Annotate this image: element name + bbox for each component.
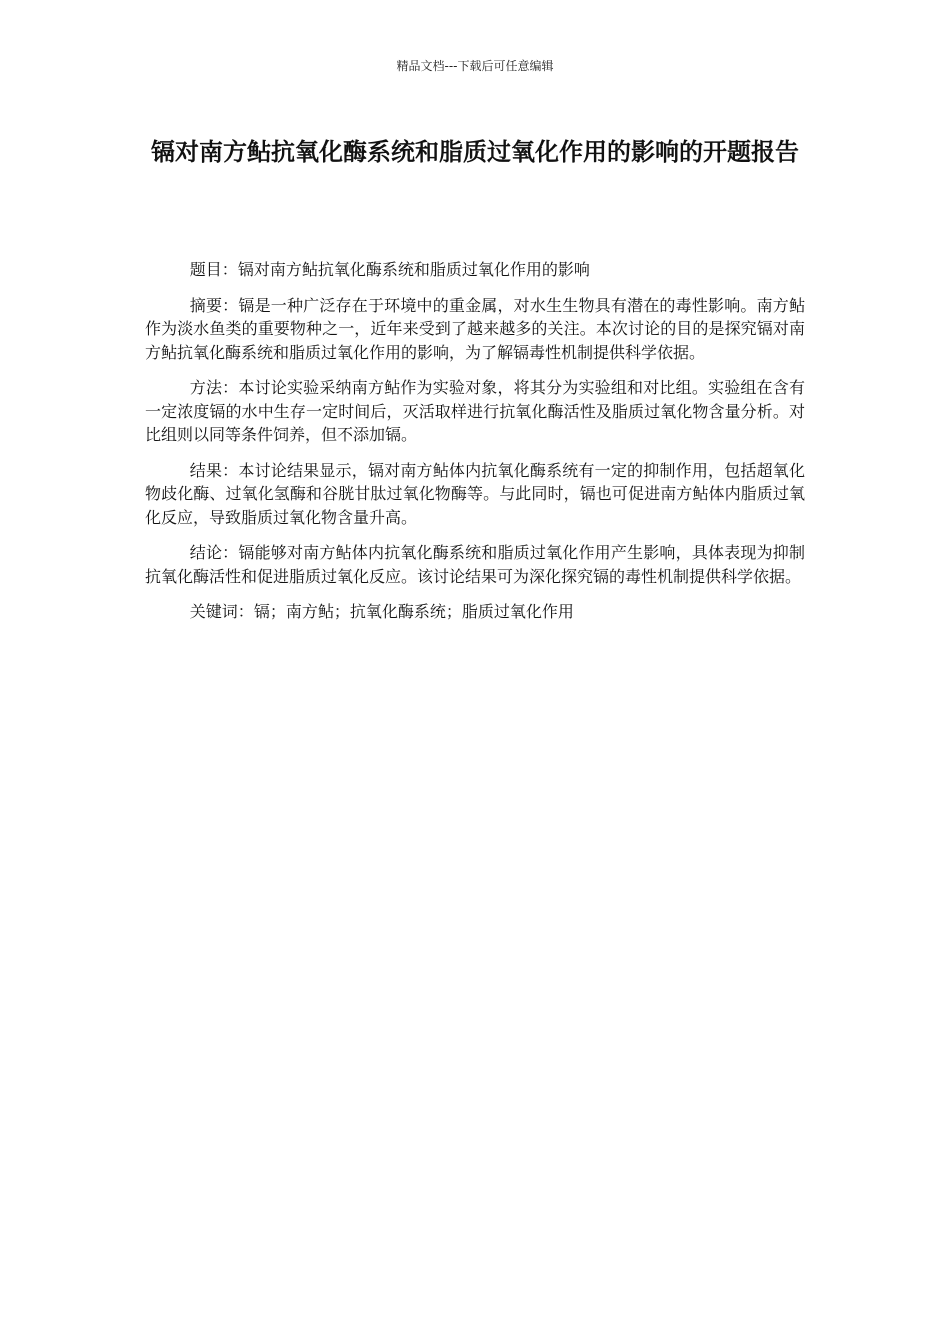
section-topic — [145, 258, 805, 282]
section-conclusion-text: 镉能够对南方鲇体内抗氧化酶系统和脂质过氧化作用产生影响，具体表现为抑制抗氧化酶活性和促进脂质过氧化反应。该讨论结果可为深化探究镉的毒性机制提供科学依据。 — [145, 543, 805, 586]
section-method — [145, 376, 805, 447]
document-body — [145, 258, 805, 636]
section-result-label: 结果： — [189, 460, 239, 480]
section-keywords-label: 关键词： — [189, 602, 254, 621]
document-title: 镉对南方鲇抗氧化酶系统和脂质过氧化作用的影响的开题报告 — [151, 138, 799, 166]
section-result-text: 本讨论结果显示，镉对南方鲇体内抗氧化酶系统有一定的抑制作用，包括超氧化物歧化酶、过氧化氢酶和谷胱甘肽过氧化物酶等。与此同时，镉也可促进南方鲇体内脂质过氧化反应，导致脂质过氧化物含量升高。 — [145, 460, 805, 527]
section-method-text: 本讨论实验采纳南方鲇作为实验对象，将其分为实验组和对比组。实验组在含有一定浓度镉的水中生存一定时间后，灭活取样进行抗氧化酶活性及脂质过氧化物含量分析。对比组则以同等条件饲养，但不添加镉。 — [145, 378, 805, 444]
section-topic-text: 镉对南方鲇抗氧化酶系统和脂质过氧化作用的影响 — [237, 260, 590, 279]
header-note: 精品文档---下载后可任意编辑 — [396, 59, 554, 73]
section-abstract — [145, 294, 805, 365]
section-topic-label: 题目： — [189, 260, 238, 279]
section-keywords-text: 镉；南方鲇；抗氧化酶系统；脂质过氧化作用 — [253, 602, 574, 621]
section-conclusion — [145, 541, 805, 588]
section-method-label: 方法： — [189, 378, 239, 397]
section-keywords — [145, 600, 805, 624]
section-abstract-label: 摘要： — [189, 295, 239, 315]
section-result — [145, 459, 805, 530]
section-abstract-text: 镉是一种广泛存在于环境中的重金属，对水生生物具有潜在的毒性影响。南方鲇作为淡水鱼类的重要物种之一，近年来受到了越来越多的关注。本次讨论的目的是探究镉对南方鲇抗氧化酶系统和脂质过氧化作用的影响，为了解镉毒性机制提供科学依据。 — [145, 295, 805, 362]
section-conclusion-label: 结论： — [189, 543, 239, 562]
